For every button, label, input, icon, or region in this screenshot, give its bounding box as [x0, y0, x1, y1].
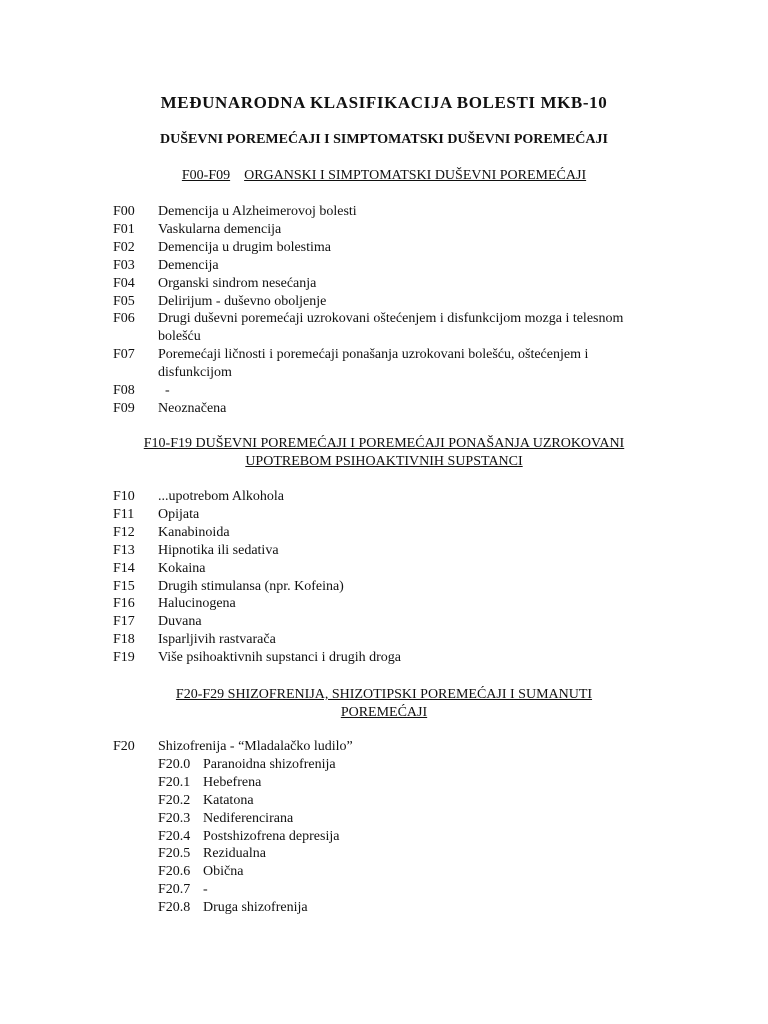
item-text: Kanabinoida	[158, 524, 230, 540]
item-code: F10	[113, 489, 135, 504]
list-item	[113, 613, 633, 631]
item-text: ...upotrebom Alkohola	[158, 489, 284, 504]
item-text: Organski sindrom nesećanja	[158, 275, 317, 291]
sub-list-item	[113, 756, 633, 774]
item-text: Opijata	[158, 506, 200, 522]
subitem-code: F20.0	[158, 756, 191, 772]
sub-list-item	[113, 774, 633, 792]
item-text: Poremećaji ličnosti i poremećaji ponašanja uzrokovani bolešću, oštećenjem i disfunkcijom	[158, 347, 589, 381]
item-text: Neoznačena	[158, 400, 227, 416]
item-text: Demencija u drugim bolestima	[158, 239, 332, 255]
item-text: Drugih stimulansa (npr. Kofeina)	[158, 578, 344, 594]
item-text: Halucinogena	[158, 596, 236, 612]
section-title-line1: F20-F29 SHIZOFRENIJA, SHIZOTIPSKI POREMEĆAJI I SUMANUTI	[175, 687, 593, 702]
subitem-code: F20.7	[158, 882, 191, 898]
subitem-text: Druga shizofrenija	[203, 900, 308, 916]
list-item	[113, 560, 633, 578]
section-title-line2: UPOTREBOM PSIHOAKTIVNIH SUPSTANCI	[245, 454, 523, 469]
list-item	[113, 542, 633, 560]
sub-list-item	[113, 828, 633, 846]
document-title: MEĐUNARODNA KLASIFIKACIJA BOLESTI MKB-10	[160, 93, 608, 112]
item-text: Više psihoaktivnih supstanci i drugih droga	[158, 650, 401, 666]
list-item	[113, 524, 633, 542]
item-code: F07	[113, 347, 135, 363]
list-item	[113, 738, 633, 756]
section-heading-f10-f19	[96, 435, 672, 471]
list-item	[113, 310, 633, 346]
list-item	[113, 578, 633, 596]
item-text: Kokaina	[158, 560, 206, 576]
subitem-text: Hebefrena	[203, 774, 262, 790]
section-heading-f20-f29	[96, 686, 672, 722]
list-item	[113, 257, 633, 275]
item-text: Demencija u Alzheimerovoj bolesti	[158, 204, 357, 219]
subitem-code: F20.1	[158, 774, 191, 790]
sub-list-item	[113, 899, 633, 917]
item-text: Delirijum - duševno oboljenje	[158, 293, 327, 309]
subitem-code: F20.5	[158, 846, 191, 862]
document-subtitle: DUŠEVNI POREMEĆAJI I SIMPTOMATSKI DUŠEVNI POREMEĆAJI	[160, 132, 608, 147]
section-title: ORGANSKI I SIMPTOMATSKI DUŠEVNI POREMEĆAJI	[244, 168, 587, 183]
subitem-code: F20.6	[158, 864, 191, 880]
section-title-line1: F10-F19 DUŠEVNI POREMEĆAJI I POREMEĆAJI PONAŠANJA UZROKOVANI	[143, 436, 625, 451]
section-range: F00-F09	[181, 168, 231, 183]
section-list-f00-f09	[113, 203, 633, 418]
item-code: F15	[113, 578, 135, 594]
item-text: Isparljivih rastvarača	[158, 632, 276, 648]
section-list-f10-f19	[113, 488, 633, 667]
item-text: Shizofrenija - “Mladalačko ludilo”	[158, 739, 353, 754]
list-item	[113, 239, 633, 257]
list-item	[113, 221, 633, 239]
list-item	[113, 346, 633, 382]
sub-list-item	[113, 792, 633, 810]
subitem-text: Katatona	[203, 792, 254, 808]
sub-list-item	[113, 863, 633, 881]
item-code: F18	[113, 632, 135, 648]
item-code: F19	[113, 650, 135, 666]
item-code: F16	[113, 596, 135, 612]
subitem-text: Postshizofrena depresija	[203, 828, 340, 844]
item-code: F13	[113, 542, 135, 558]
section-heading-f00-f09	[96, 167, 672, 185]
list-item	[113, 203, 633, 221]
list-item	[113, 649, 633, 667]
item-text: -	[158, 383, 170, 399]
subitem-code: F20.4	[158, 828, 191, 844]
item-text: Demencija	[158, 257, 219, 273]
item-code: F09	[113, 400, 135, 416]
item-text: Drugi duševni poremećaji uzrokovani oštećenjem i disfunkcijom mozga i telesnom bolešću	[158, 311, 624, 345]
subitem-code: F20.2	[158, 792, 191, 808]
sub-list-item	[113, 810, 633, 828]
item-text: Hipnotika ili sedativa	[158, 542, 279, 558]
subitem-text: Paranoidna shizofrenija	[203, 756, 336, 772]
item-code: F08	[113, 383, 135, 399]
item-code: F05	[113, 293, 135, 309]
item-code: F00	[113, 204, 135, 219]
item-text: Vaskularna demencija	[158, 221, 282, 237]
list-item	[113, 506, 633, 524]
item-code: F20	[113, 739, 135, 754]
sub-list-item	[113, 881, 633, 899]
subitem-text: Obična	[203, 864, 244, 880]
subitem-text: Rezidualna	[203, 846, 266, 862]
item-code: F02	[113, 239, 135, 255]
section-title-line2: POREMEĆAJI	[340, 705, 428, 720]
item-code: F04	[113, 275, 135, 291]
list-item	[113, 275, 633, 293]
item-code: F01	[113, 221, 135, 237]
item-text: Duvana	[158, 614, 202, 630]
item-code: F14	[113, 560, 135, 576]
item-code: F06	[113, 311, 135, 327]
list-item	[113, 488, 633, 506]
item-code: F11	[113, 506, 135, 522]
section-list-f20-f29	[113, 738, 633, 917]
subitem-code: F20.8	[158, 900, 191, 916]
list-item	[113, 382, 633, 400]
list-item	[113, 631, 633, 649]
item-code: F03	[113, 257, 135, 273]
item-code: F17	[113, 614, 135, 630]
subitem-text: Nediferencirana	[203, 810, 294, 826]
subitem-text: -	[203, 882, 208, 898]
list-item	[113, 293, 633, 311]
sub-list-item	[113, 845, 633, 863]
list-item	[113, 400, 633, 418]
subitem-code: F20.3	[158, 810, 191, 826]
list-item	[113, 595, 633, 613]
item-code: F12	[113, 524, 135, 540]
